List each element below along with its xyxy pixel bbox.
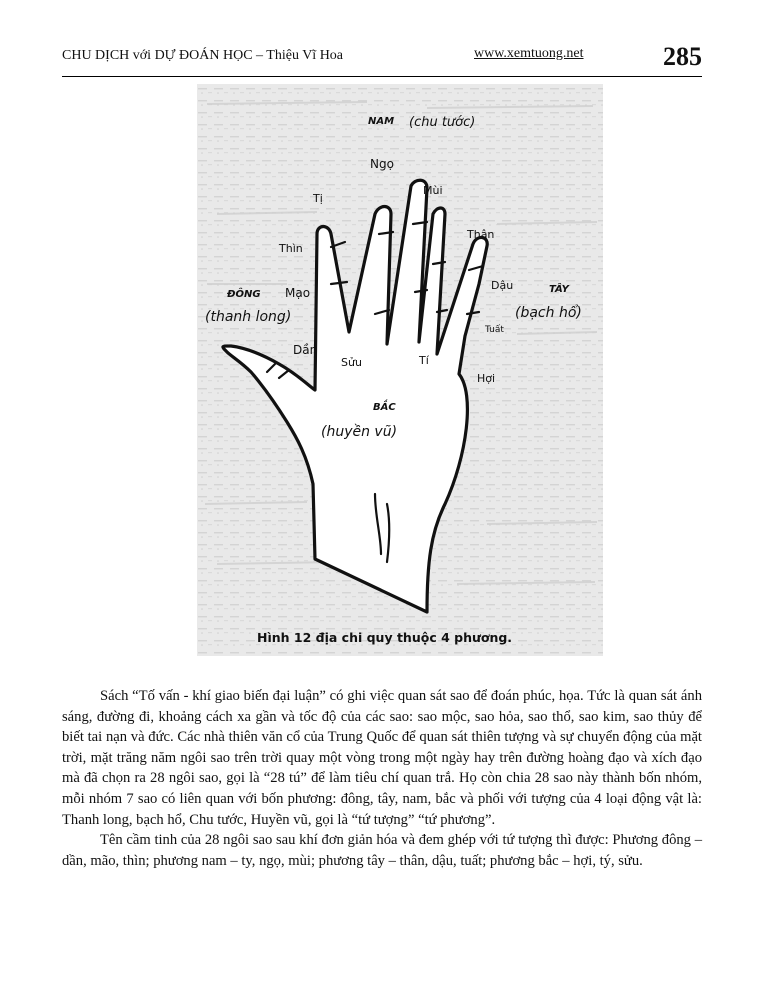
website-link[interactable]: www.xemtuong.net [474,46,584,61]
header-divider [62,76,702,77]
page-number: 285 [663,42,702,71]
label-tay: TÂY [549,284,569,295]
label-bach-ho: (bạch hổ) [515,305,582,321]
label-mui: Mùi [423,184,443,197]
label-huyen-vu: (huyền vũ) [321,424,398,440]
label-ti-top: Tị [313,192,323,205]
label-than: Thân [467,228,495,241]
article-body [62,686,702,871]
label-thanh-long: (thanh long) [205,309,292,325]
label-hoi: Hợi [477,372,496,385]
hand-diagram-figure [197,84,603,656]
figure-caption: Hình 12 địa chi quy thuộc 4 phương. [257,630,513,645]
label-dan: Dần [293,343,318,357]
label-chu-tuoc: (chu tước) [409,115,476,130]
book-title: CHU DỊCH với DỰ ĐOÁN HỌC – Thiệu Vĩ Hoa [62,48,344,63]
label-suu: Sửu [341,356,362,369]
label-dau: Dậu [491,279,514,292]
label-tuat: Tuất [485,325,504,335]
label-ngo: Ngọ [370,157,394,171]
label-ti-bottom: Tí [419,354,429,367]
paragraph-2: Tên cầm tinh của 28 ngôi sao sau khí đơn giản hóa và đem ghép với tứ tượng thì được: Phương đông – dần, mão, thìn; phương nam – ty, ngọ, mùi; phương tây – thân, dậu, tuất; phương bắc – hợi, tý, sửu. [62,832,702,869]
label-dong: ĐÔNG [227,289,261,300]
label-bac: BẮC [373,402,396,413]
label-nam: NAM [368,116,395,127]
label-mao: Mạo [285,286,311,300]
paragraph-1: Sách “Tố vấn - khí giao biến đại luận” có ghi việc quan sát sao để đoán phúc, họa. Tức là quan sát ánh sáng, đường đi, khoảng cách xa gần và tốc độ của các sao: sao mộc, sao hỏa, sao thổ, sao kim, sao thủy để biết tai nạn và đức. Các nhà thiên văn cổ của Trung Quốc để quan sát thiên tượng và sự chuyển động của mặt trời, mặt trăng năm ngôi sao trên trời quay một vòng trong một ngày hay trên đường hoàng đạo và xích đạo mà đã chọn ra 28 ngôi sao, gọi là “28 tú” để làm tiêu chí quan trắ. Họ còn chia 28 sao này thành bốn nhóm, mỗi nhóm 7 sao có liên quan với bốn phương: đông, tây, nam, bắc và phối với tượng của 4 loại động vật là: Thanh long, bạch hổ, Chu tước, Huyền vũ, gọi là “tứ tượng” “tứ phương”. [62,688,702,828]
label-thin: Thìn [279,242,303,255]
page-header [62,44,702,80]
